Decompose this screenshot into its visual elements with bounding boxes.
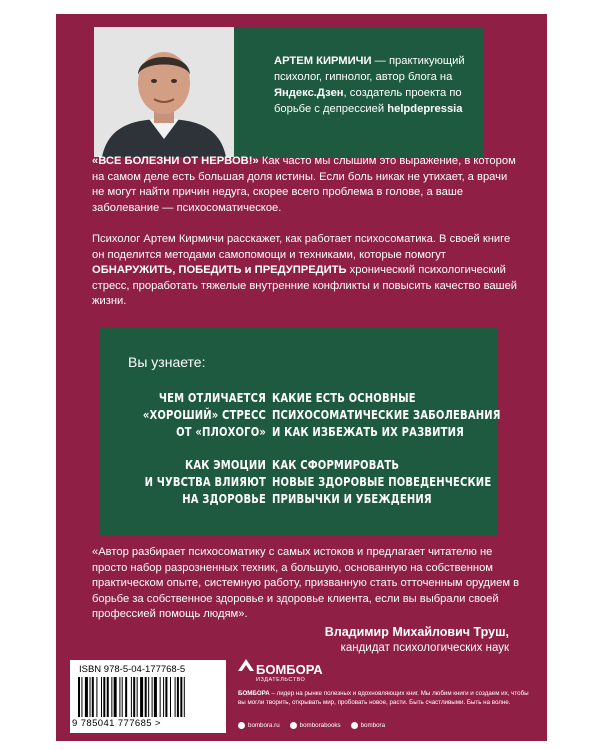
learn-item-line: КАК ЭМОЦИИ: [185, 458, 266, 472]
barcode-bar: [90, 677, 91, 717]
author-desc-1: — практикующий психолог, гипнолог, автор блога на: [274, 55, 465, 83]
learn-item-stress: [102, 390, 266, 441]
barcode-bar: [137, 677, 138, 717]
barcode-bar: [177, 677, 179, 717]
learn-item-line: ЧЕМ ОТЛИЧАЕТСЯ: [158, 391, 266, 405]
barcode-bar: [103, 677, 105, 717]
publisher-socials: [238, 722, 385, 729]
publisher-subtitle: ИЗДАТЕЛЬСТВО: [256, 677, 306, 683]
learn-item-line: НОВЫЕ ЗДОРОВЫЕ ПОВЕДЕНЧЕСКИЕ: [272, 475, 492, 489]
sep-2: и: [241, 264, 255, 276]
publisher-name: БОМБОРА: [256, 662, 323, 677]
learn-item-line: И КАК ИЗБЕЖАТЬ ИХ РАЗВИТИЯ: [272, 425, 465, 439]
barcode-bar: [160, 677, 161, 717]
review-author: Владимир Михайлович Труш,: [324, 625, 509, 639]
learn-item-line: КАК СФОРМИРОВАТЬ: [272, 458, 400, 472]
barcode-bar: [111, 677, 112, 717]
barcode-bar: [145, 677, 147, 717]
intro-paragraph: [92, 154, 522, 216]
barcode-bars-icon: [78, 677, 218, 717]
barcode-digits: 9 785041 777685 >: [72, 718, 161, 729]
barcode-bar: [101, 677, 102, 717]
barcode-bar: [154, 677, 157, 717]
description-paragraph: [92, 232, 522, 310]
barcode-box: [70, 660, 226, 733]
slogan-text: – лидер на рынке полезных и вдохновляющих книг. Мы любим книги и создаем их, чтобы вы могли творить, открывать мир, пробовать новое, расти. Быть счастливыми. Быть на волне.: [238, 690, 529, 706]
learn-title: Вы узнаете:: [128, 354, 206, 370]
author-name: АРТЕМ КИРМИЧИ: [274, 55, 372, 67]
review-quote: «Автор разбирает психосоматику с самых истоков и предлагает читателю не просто набор разрозненных техник, а большую, основанную на собственном практическом опыте, системную работу, призванную стать отточенным орудием в борьбе за собственное здоровье и здоровье клиента, если вы выбрали своей профессией помощь людям».: [92, 546, 520, 620]
description-text-a: Психолог Артем Кирмичи расскажет, как работает психосоматика. В своей книге он поделится методами самопомощи и техниками, которые помогут: [92, 233, 511, 261]
learn-item-line: КАКИЕ ЕСТЬ ОСНОВНЫЕ: [272, 391, 416, 405]
barcode-bar: [175, 677, 176, 717]
learn-item-line: ОТ «ПЛОХОГО»: [176, 425, 266, 439]
publisher-slogan: [238, 690, 538, 707]
barcode-bar: [81, 677, 82, 717]
learn-item-line: ПРИВЫЧКИ И УБЕЖДЕНИЯ: [272, 492, 432, 506]
barcode-bar: [152, 677, 153, 717]
barcode-bar: [119, 677, 120, 717]
barcode-bar: [107, 677, 109, 717]
barcode-bar: [96, 677, 97, 717]
social-vk-label: bomborabooks: [299, 722, 341, 729]
author-project: helpdepressia: [387, 103, 463, 115]
author-desc-2: , создатель проекта по борьбе с депрессией: [274, 87, 462, 115]
keyword-detect: ОБНАРУЖИТЬ: [92, 264, 173, 276]
barcode-bar: [140, 677, 143, 717]
barcode-bar: [114, 677, 117, 717]
barcode-bar: [180, 677, 182, 717]
review-author-block: [325, 624, 509, 656]
barcode-bar: [78, 677, 80, 717]
learn-item-line: НА ЗДОРОВЬЕ: [182, 492, 266, 506]
back-cover: [56, 14, 547, 741]
barcode-bar: [92, 677, 94, 717]
globe-icon: [238, 722, 245, 729]
review-author-title: кандидат психологических наук: [340, 642, 509, 654]
learn-item-line: И ЧУВСТВА ВЛИЯЮТ: [144, 475, 266, 489]
vk-icon: [290, 722, 297, 729]
barcode-bar: [85, 677, 88, 717]
description-text-b: хронический психологический стресс, проработать тяжелые внутренние конфликты и повысить качество вашей жизни.: [92, 264, 518, 307]
barcode-bar: [165, 677, 167, 717]
learn-item-line: «ХОРОШИЙ» СТРЕСС: [142, 408, 266, 422]
telegram-icon: [351, 722, 358, 729]
barcode-bar: [133, 677, 135, 717]
learn-item-diseases: [272, 390, 502, 441]
intro-text: Как часто мы слышим это выражение, в котором на самом деле есть большая доля истины. Если боль никак не утихает, а врачи не могут найти причин недуга, скорее всего проблема в голове, а ваше заболевание — психосоматическое.: [92, 155, 516, 214]
author-portrait-illustration: [94, 27, 234, 157]
barcode-bar: [122, 677, 123, 717]
intro-quote: «ВСЕ БОЛЕЗНИ ОТ НЕРВОВ!»: [92, 155, 259, 167]
learn-item-line: ПСИХОСОМАТИЧЕСКИЕ ЗАБОЛЕВАНИЯ: [272, 408, 501, 422]
learn-item-habits: [272, 457, 502, 508]
author-blog: Яндекс.Дзен: [274, 87, 344, 99]
barcode-bar: [184, 677, 185, 717]
barcode-bar: [163, 677, 164, 717]
keyword-prevent: ПРЕДУПРЕДИТЬ: [254, 264, 347, 276]
social-vk[interactable]: [290, 722, 341, 729]
social-telegram[interactable]: [351, 722, 385, 729]
social-site[interactable]: [238, 722, 280, 729]
barcode-bar: [131, 677, 132, 717]
sep-1: ,: [172, 264, 179, 276]
isbn-text: ISBN 978-5-04-177768-5: [79, 664, 186, 675]
learn-item-emotions: [102, 457, 266, 508]
social-site-label: bombora.ru: [248, 722, 280, 729]
social-telegram-label: bombora: [360, 722, 386, 729]
slogan-brand: БОМБОРА: [238, 690, 270, 697]
barcode-bar: [148, 677, 149, 717]
you-will-learn-box: [100, 327, 501, 535]
author-photo: [94, 27, 234, 157]
barcode-bar: [170, 677, 171, 717]
barcode-bar: [125, 677, 127, 717]
keyword-defeat: ПОБЕДИТЬ: [178, 264, 242, 276]
